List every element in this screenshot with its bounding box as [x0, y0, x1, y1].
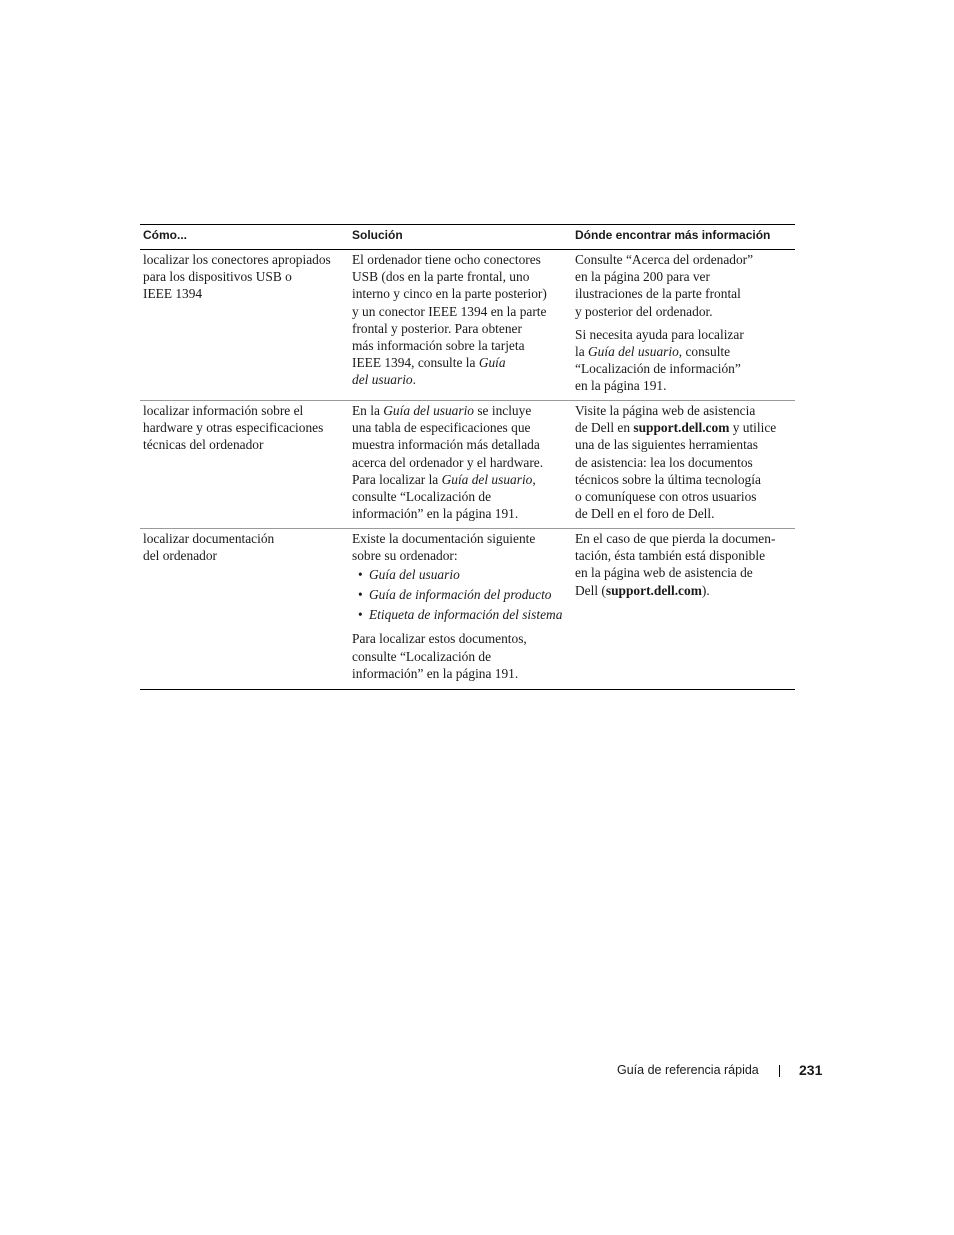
- cell-line: [575, 343, 753, 360]
- cell-line: consulte “Localización de: [352, 489, 492, 505]
- list-item: [352, 606, 562, 624]
- cell-line: de Dell en el foro de Dell.: [575, 506, 715, 522]
- cell-line: información” en la página 191.: [352, 506, 519, 522]
- cell-solucion: [352, 251, 547, 389]
- cell-line: localizar los conectores apropiados: [143, 252, 331, 267]
- cell-como: [143, 402, 323, 454]
- header-donde: Dónde encontrar más información: [575, 228, 771, 242]
- cell-line: en la página 200 para ver: [575, 269, 710, 285]
- cell-donde: [575, 402, 776, 522]
- bullet-icon: •: [358, 607, 363, 623]
- cell-line: [352, 402, 543, 419]
- cell-line: consulte “Localización de: [352, 648, 492, 664]
- table-header-row: [140, 224, 795, 250]
- text: IEEE 1394, consulte la: [352, 355, 479, 371]
- cell-line: [352, 471, 543, 488]
- table-row: [140, 529, 795, 690]
- guide-title: del usuario: [352, 372, 413, 388]
- cell-line: localizar información sobre el: [143, 403, 304, 418]
- cell-solucion: [352, 530, 562, 682]
- text: ,: [532, 471, 536, 487]
- footer-divider: [779, 1065, 780, 1077]
- cell-line: una de las siguientes herramientas: [575, 437, 758, 453]
- cell-line: hardware y otras especificaciones: [143, 420, 324, 436]
- cell-line: para los dispositivos USB o: [143, 269, 292, 285]
- cell-line: Consulte “Acerca del ordenador”: [575, 252, 754, 267]
- cell-line: “Localización de información”: [575, 361, 741, 377]
- cell-line: tación, ésta también está disponible: [575, 548, 766, 564]
- text: de Dell en: [575, 420, 634, 436]
- cell-line: [575, 582, 775, 599]
- guide-title: Guía del usuario: [441, 471, 533, 487]
- cell-line: El ordenador tiene ocho conectores: [352, 252, 541, 267]
- cell-line: USB (dos en la parte frontal, uno: [352, 269, 530, 285]
- text: , consulte: [678, 344, 731, 360]
- header-solucion: Solución: [352, 228, 403, 242]
- cell-line: [352, 354, 547, 371]
- cell-line: acerca del ordenador y el hardware.: [352, 454, 544, 470]
- list-item: [352, 586, 562, 604]
- bullet-icon: •: [358, 587, 363, 603]
- page-number: 231: [799, 1062, 823, 1078]
- cell-line: Visite la página web de asistencia: [575, 403, 756, 418]
- support-link[interactable]: support.dell.com: [605, 582, 702, 598]
- cell-solucion: [352, 402, 543, 522]
- bullet-icon: •: [358, 567, 363, 583]
- cell-line: [352, 371, 547, 388]
- text: Dell (: [575, 582, 606, 598]
- list-item: [352, 566, 562, 584]
- cell-line: y posterior del ordenador.: [575, 303, 713, 319]
- header-como: Cómo...: [143, 228, 187, 242]
- text: y utilice: [729, 420, 777, 436]
- cell-line: en la página 191.: [575, 378, 667, 394]
- cell-line: Si necesita ayuda para localizar: [575, 326, 744, 342]
- cell-como: [143, 251, 331, 303]
- cell-como: [143, 530, 274, 564]
- doc-title: Guía de información del producto: [369, 587, 552, 603]
- doc-title: Guía del usuario: [369, 567, 460, 583]
- text: ).: [701, 582, 710, 598]
- cell-line: del ordenador: [143, 548, 217, 564]
- doc-title: Etiqueta de información del sistema: [369, 607, 563, 623]
- text: .: [412, 372, 416, 388]
- text: se incluye: [474, 403, 532, 418]
- cell-donde: [575, 251, 753, 395]
- guide-title: Guía: [478, 355, 506, 371]
- table-row: [140, 401, 795, 529]
- cell-line: IEEE 1394: [143, 286, 203, 302]
- cell-line: Para localizar estos documentos,: [352, 631, 527, 647]
- footer-title: Guía de referencia rápida: [617, 1063, 759, 1077]
- cell-line: técnicas del ordenador: [143, 437, 264, 453]
- cell-line: y un conector IEEE 1394 en la parte: [352, 303, 547, 319]
- cell-line: Existe la documentación siguiente: [352, 531, 536, 546]
- cell-line: [575, 419, 776, 436]
- guide-title: Guía del usuario: [588, 344, 679, 360]
- cell-line: interno y cinco en la parte posterior): [352, 286, 547, 302]
- cell-line: En el caso de que pierda la documen-: [575, 531, 776, 546]
- cell-line: más información sobre la tarjeta: [352, 338, 525, 354]
- cell-line: o comuníquese con otros usuarios: [575, 489, 757, 505]
- text: Para localizar la: [352, 471, 442, 487]
- table-row: [140, 250, 795, 401]
- text: En la: [352, 403, 384, 418]
- cell-line: técnicos sobre la última tecnología: [575, 471, 761, 487]
- cell-line: muestra información más detallada: [352, 437, 540, 453]
- cell-line: frontal y posterior. Para obtener: [352, 320, 522, 336]
- cell-line: localizar documentación: [143, 531, 275, 546]
- text: la: [575, 344, 589, 360]
- cell-line: de asistencia: lea los documentos: [575, 454, 753, 470]
- support-link[interactable]: support.dell.com: [633, 420, 730, 436]
- cell-line: sobre su ordenador:: [352, 548, 458, 564]
- guide-title: Guía del usuario: [383, 403, 474, 418]
- cell-line: información” en la página 191.: [352, 665, 519, 681]
- cell-line: ilustraciones de la parte frontal: [575, 286, 741, 302]
- cell-line: una tabla de especificaciones que: [352, 420, 531, 436]
- cell-donde: [575, 530, 775, 599]
- cell-line: en la página web de asistencia de: [575, 565, 753, 581]
